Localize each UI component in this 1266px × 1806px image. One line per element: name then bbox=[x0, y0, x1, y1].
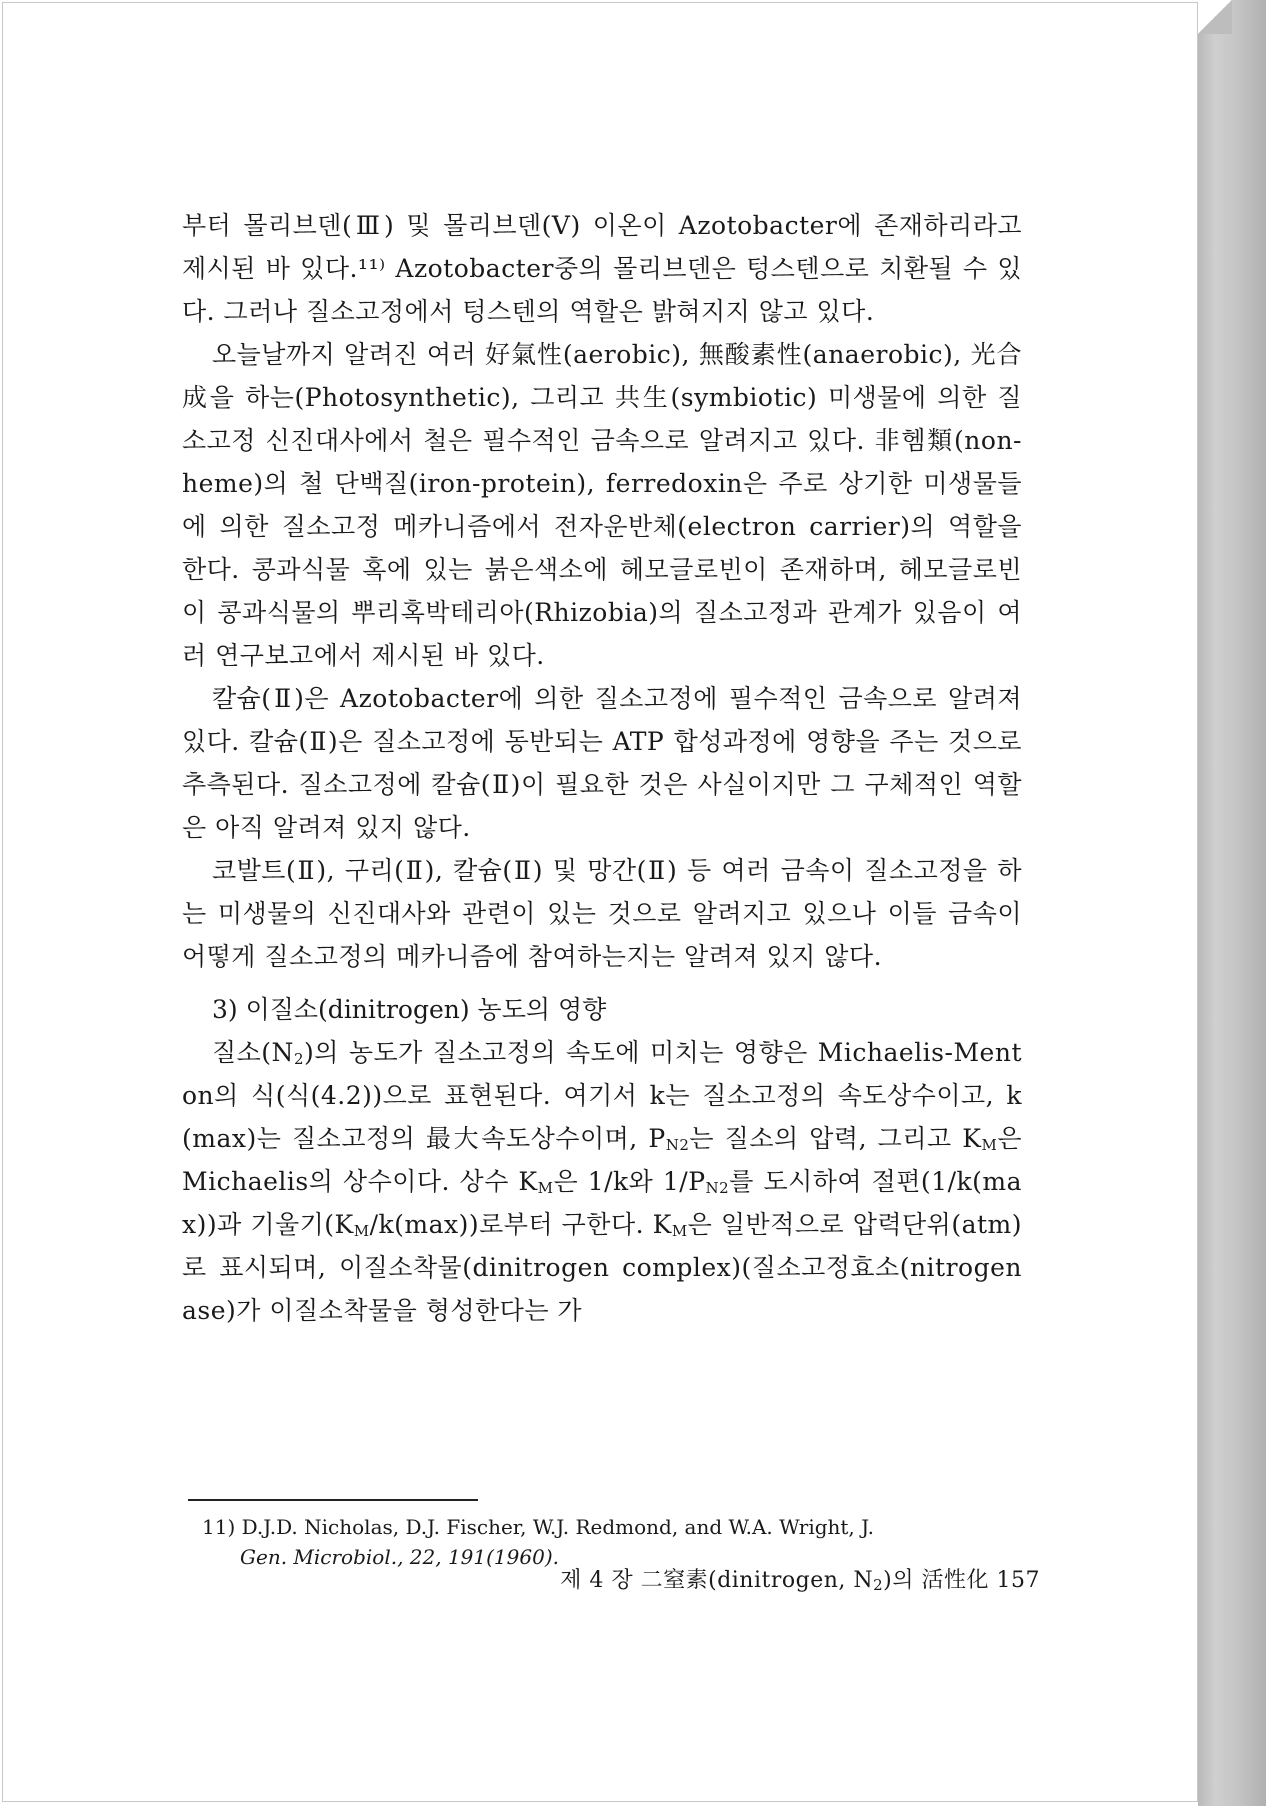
text-run: 은 일반적으로 압력단위(atm)로 표시되며, 이질소착물(dinitrogen complex)(질소고정효소(nitrogenase)가 이질소착물을 형성한다는 가 bbox=[182, 1210, 1022, 1325]
page-corner bbox=[1198, 0, 1232, 34]
paragraph-2: 오늘날까지 알려진 여러 好氣性(aerobic), 無酸素性(anaerobic), 光合成을 하는(Photosynthetic), 그리고 共生(symbiotic) 미생물에 의한 질소고정 신진대사에서 철은 필수적인 금속으로 알려지고 있다. 非헴類(non-heme)의 철 단백질(iron-protein), ferredoxin은 주로 상기한 미생물들에 의한 질소고정 메카니즘에서 전자운반체(electron carrier)의 역할을 한다. 콩과식물 혹에 있는 붉은색소에 헤모글로빈이 존재하며, 헤모글로빈이 콩과식물의 뿌리혹박테리아(Rhizobia)의 질소고정과 관계가 있음이 여러 연구보고에서 제시된 바 있다. bbox=[182, 340, 1022, 670]
paragraph-4: 코발트(Ⅱ), 구리(Ⅱ), 칼슘(Ⅱ) 및 망간(Ⅱ) 등 여러 금속이 질소고정을 하는 미생물의 신진대사와 관련이 있는 것으로 알려지고 있으나 이들 금속이 어떻게 질소고정의 메카니즘에 참여하는지는 알려져 있지 않다. bbox=[182, 856, 1022, 971]
footnote bbox=[202, 1512, 1022, 1572]
subscript: M bbox=[353, 1222, 370, 1240]
text-run: 는 질소의 압력, 그리고 K bbox=[689, 1124, 982, 1153]
text-run: 은 1/k와 1/P bbox=[553, 1167, 706, 1196]
page-body bbox=[182, 204, 1022, 1332]
footnote-line-2: Gen. Microbiol., 22, 191(1960). bbox=[240, 1545, 559, 1569]
subscript: N2 bbox=[665, 1136, 690, 1154]
subscript: N2 bbox=[705, 1179, 730, 1197]
text-run: 은 Michaelis의 상수이다. 상수 K bbox=[182, 1124, 1022, 1196]
text-run: /k(max))로부터 구한다. K bbox=[369, 1210, 672, 1239]
subscript: M bbox=[537, 1179, 554, 1197]
footnote-rule bbox=[188, 1499, 478, 1501]
footer-text-end: )의 活性化 157 bbox=[883, 1568, 1040, 1593]
footer-subscript: 2 bbox=[873, 1576, 884, 1594]
paragraph-3: 칼슘(Ⅱ)은 Azotobacter에 의한 질소고정에 필수적인 금속으로 알려져 있다. 칼슘(Ⅱ)은 질소고정에 동반되는 ATP 합성과정에 영향을 주는 것으로 추측된다. 질소고정에 칼슘(Ⅱ)이 필요한 것은 사실이지만 그 구체적인 역할은 아직 알려져 있지 않다. bbox=[182, 684, 1022, 842]
subscript: 2 bbox=[293, 1050, 304, 1068]
subscript: M bbox=[671, 1222, 688, 1240]
paragraph-1: 부터 몰리브덴(Ⅲ) 및 몰리브덴(V) 이온이 Azotobacter에 존재하리라고 제시된 바 있다.¹¹⁾ Azotobacter중의 몰리브덴은 텅스텐으로 치환될 수 있다. 그러나 질소고정에서 텅스텐의 역할은 밝혀지지 않고 있다. bbox=[182, 211, 1022, 326]
footer-text: 제 4 장 二窒素(dinitrogen, N bbox=[560, 1568, 874, 1593]
section-body bbox=[182, 1031, 1022, 1332]
text-run: 를 도시하여 절편(1/k(max))과 기울기(K bbox=[182, 1167, 1023, 1239]
page-edge-shadow bbox=[1198, 0, 1266, 1806]
text-run: )의 농도가 질소고정의 속도에 미치는 영향은 Michaelis-Menton의 식(식(4.2))으로 표현된다. 여기서 k는 질소고정의 속도상수이고, k(max)는 질소고정의 最大속도상수이며, P bbox=[182, 1038, 1022, 1153]
running-footer bbox=[560, 1566, 1040, 1596]
section-heading: 3) 이질소(dinitrogen) 농도의 영향 bbox=[212, 995, 607, 1024]
subscript: M bbox=[981, 1136, 998, 1154]
text-run: 질소(N bbox=[212, 1038, 294, 1067]
footnote-line-1: 11) D.J.D. Nicholas, D.J. Fischer, W.J. Redmond, and W.A. Wright, J. bbox=[202, 1515, 874, 1539]
